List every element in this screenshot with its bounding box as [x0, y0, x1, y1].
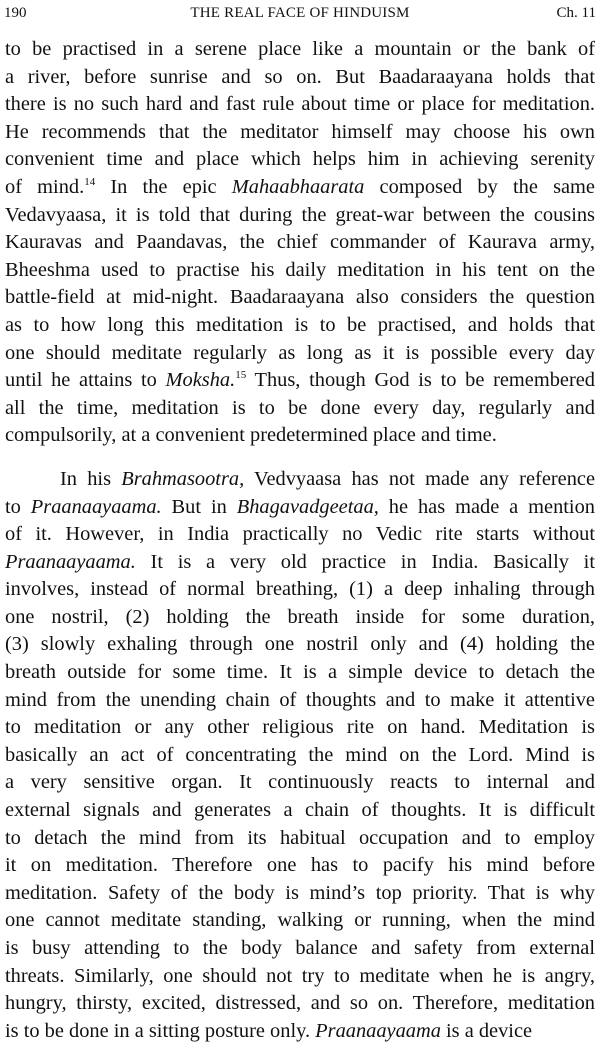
text-line: threats. Similarly, one should not try to meditate when he is angry,	[5, 964, 595, 987]
text-line: convenient time and place which helps him in achieving serenity	[5, 148, 595, 171]
paragraph	[5, 466, 595, 1045]
text-line: one cannot meditate standing, walking or running, when the mind	[5, 909, 595, 932]
running-title: THE REAL FACE OF HINDUISM	[190, 5, 410, 21]
text-line: one should meditate regularly as long as it is possible every day	[5, 341, 595, 364]
text-line: a very sensitive organ. It continuously reacts to internal and	[5, 771, 595, 794]
text-line: battle-field at mid-night. Baadaraayana also considers the question	[5, 286, 595, 309]
text-line: one nostril, (2) holding the breath inside for some duration,	[5, 605, 595, 628]
text-line: basically an act of concentrating the mind on the Lord. Mind is	[5, 743, 595, 766]
italic-term: Mahaabhaarata	[231, 175, 365, 198]
text-line: to meditation or any other religious rite on hand. Meditation is	[5, 716, 595, 739]
text-line: He recommends that the meditator himself may choose his own	[5, 120, 595, 143]
text-line: all the time, meditation is to be done every day, regularly and	[5, 396, 595, 419]
text-line: of it. However, in India practically no Vedic rite starts without	[5, 523, 595, 546]
footnote-ref: 15	[235, 369, 247, 382]
text-line: In his Brahmasootra, Vedvyaasa has not made any reference	[60, 467, 596, 490]
body-text	[5, 36, 595, 1045]
italic-term: Praanaayaama	[315, 1019, 441, 1042]
text-line: is to be done in a sitting posture only. Praanaayaama is a device	[5, 1019, 533, 1042]
italic-term: Praanaayaama.	[5, 550, 136, 573]
text-line: external signals and generates a chain of thoughts. It is difficult	[5, 799, 595, 822]
page-header	[4, 2, 596, 24]
text-line: meditation. Safety of the body is mind’s top priority. That is why	[5, 881, 595, 904]
chapter-label: Ch. 11	[556, 5, 596, 21]
text-line: as to how long this meditation is to be practised, and holds that	[5, 313, 595, 336]
footnote-ref: 14	[84, 176, 96, 189]
italic-term: Brahmasootra,	[121, 467, 245, 490]
text-line: Praanaayaama. It is a very old practice in India. Basically it	[5, 550, 595, 573]
text-line: it on meditation. Therefore one has to pacify his mind before	[5, 854, 595, 877]
text-line: is busy attending to the body balance and safety from external	[5, 937, 595, 959]
italic-term: Praanaayaama.	[30, 495, 162, 518]
text-line: of mind.$^{14}$ In the epic Mahaabhaarata composed by the same	[5, 175, 595, 198]
text-line: to detach the mind from its habitual occupation and to employ	[5, 826, 595, 849]
text-line: to Praanaayaama. But in Bhagavadgeetaa, he has made a mention	[5, 495, 595, 518]
text-line: a river, before sunrise and so on. But Baadaraayana holds that	[5, 65, 595, 88]
page-number: 190	[4, 5, 27, 21]
paragraph	[5, 36, 595, 450]
text-line: Vedavyaasa, it is told that during the great-war between the cousins	[5, 203, 595, 226]
text-line: Bheeshma used to practise his daily meditation in his tent on the	[5, 258, 595, 281]
italic-term: Bhagavadgeetaa,	[236, 495, 379, 518]
italic-term: Moksha.	[165, 369, 236, 392]
text-line: involves, instead of normal breathing, (1) a deep inhaling through	[5, 578, 595, 601]
text-line: compulsorily, at a convenient predetermined place and time.	[5, 424, 497, 447]
text-line: hungry, thirsty, excited, distressed, and so on. Therefore, meditation	[5, 992, 595, 1015]
text-line: mind from the unending chain of thoughts and to make it attentive	[5, 688, 595, 711]
text-line: there is no such hard and fast rule about time or place for meditation.	[5, 93, 595, 116]
text-line: until he attains to Moksha.$^{15}$ Thus, though God is to be remembered	[5, 369, 595, 392]
paragraph-gap	[5, 450, 595, 466]
text-line: (3) slowly exhaling through one nostril only and (4) holding the	[5, 633, 595, 656]
text-line: breath outside for some time. It is a simple device to detach the	[5, 661, 595, 684]
text-line: to be practised in a serene place like a mountain or the bank of	[5, 38, 595, 60]
text-line: Kauravas and Paandavas, the chief commander of Kaurava army,	[5, 231, 595, 254]
